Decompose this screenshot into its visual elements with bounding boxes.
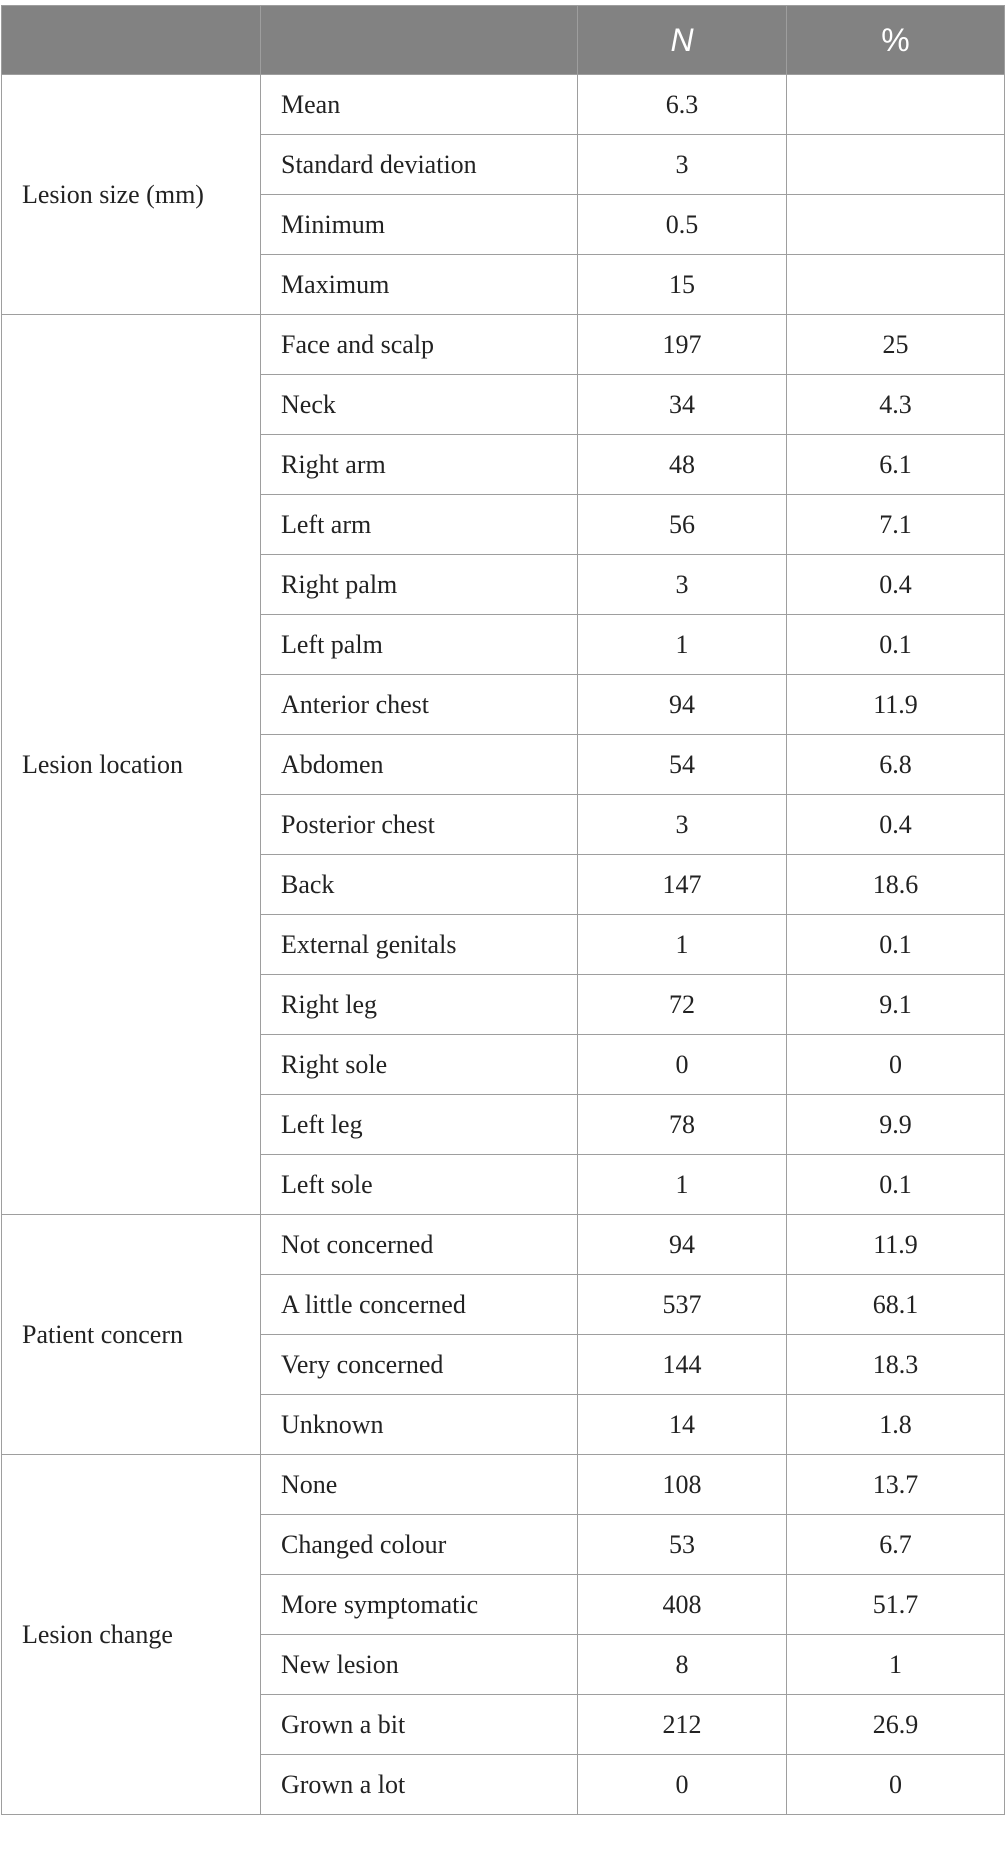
percent-value-cell: 6.7 (787, 1515, 1005, 1575)
n-value-cell: 48 (578, 435, 787, 495)
percent-value-cell: 0 (787, 1035, 1005, 1095)
table-row (2, 1455, 1005, 1515)
n-value-cell: 78 (578, 1095, 787, 1155)
percent-value-cell: 26.9 (787, 1695, 1005, 1755)
percent-value-cell: 0.1 (787, 615, 1005, 675)
item-label-cell: Unknown (261, 1395, 578, 1455)
n-value-cell: 54 (578, 735, 787, 795)
percent-value-cell: 7.1 (787, 495, 1005, 555)
item-label-cell: Left palm (261, 615, 578, 675)
item-label-cell: None (261, 1455, 578, 1515)
percent-value-cell: 6.8 (787, 735, 1005, 795)
item-label-cell: Mean (261, 75, 578, 135)
n-value-cell: 408 (578, 1575, 787, 1635)
n-value-cell: 197 (578, 315, 787, 375)
percent-value-cell: 1.8 (787, 1395, 1005, 1455)
percent-value-cell: 51.7 (787, 1575, 1005, 1635)
n-value-cell: 53 (578, 1515, 787, 1575)
item-label-cell: Right arm (261, 435, 578, 495)
item-label-cell: Left arm (261, 495, 578, 555)
table-row (2, 315, 1005, 375)
table-row (2, 1215, 1005, 1275)
percent-value-cell: 0.4 (787, 795, 1005, 855)
item-label-cell: Grown a bit (261, 1695, 578, 1755)
item-label-cell: Back (261, 855, 578, 915)
item-label-cell: Not concerned (261, 1215, 578, 1275)
percent-value-cell: 6.1 (787, 435, 1005, 495)
n-value-cell: 0 (578, 1035, 787, 1095)
item-label-cell: Neck (261, 375, 578, 435)
n-value-cell: 1 (578, 615, 787, 675)
percent-value-cell (787, 195, 1005, 255)
n-value-cell: 144 (578, 1335, 787, 1395)
item-label-cell: Posterior chest (261, 795, 578, 855)
header-percent-cell: % (787, 6, 1005, 75)
n-value-cell: 14 (578, 1395, 787, 1455)
group-label-cell: Patient concern (2, 1215, 261, 1455)
item-label-cell: Very concerned (261, 1335, 578, 1395)
n-value-cell: 0 (578, 1755, 787, 1815)
item-label-cell: Standard deviation (261, 135, 578, 195)
item-label-cell: Changed colour (261, 1515, 578, 1575)
group-label-cell: Lesion change (2, 1455, 261, 1815)
n-value-cell: 147 (578, 855, 787, 915)
percent-value-cell: 11.9 (787, 1215, 1005, 1275)
n-value-cell: 0.5 (578, 195, 787, 255)
percent-value-cell: 18.6 (787, 855, 1005, 915)
percent-value-cell: 9.9 (787, 1095, 1005, 1155)
n-value-cell: 1 (578, 1155, 787, 1215)
percent-value-cell: 0.1 (787, 915, 1005, 975)
percent-value-cell (787, 75, 1005, 135)
item-label-cell: External genitals (261, 915, 578, 975)
percent-value-cell (787, 135, 1005, 195)
header-group-cell (2, 6, 261, 75)
n-value-cell: 8 (578, 1635, 787, 1695)
data-table (1, 5, 1005, 1815)
n-value-cell: 3 (578, 555, 787, 615)
header-item-cell (261, 6, 578, 75)
item-label-cell: Grown a lot (261, 1755, 578, 1815)
item-label-cell: Left leg (261, 1095, 578, 1155)
percent-value-cell: 4.3 (787, 375, 1005, 435)
item-label-cell: Face and scalp (261, 315, 578, 375)
n-value-cell: 34 (578, 375, 787, 435)
percent-value-cell: 68.1 (787, 1275, 1005, 1335)
percent-value-cell: 0 (787, 1755, 1005, 1815)
n-value-cell: 56 (578, 495, 787, 555)
n-value-cell: 94 (578, 675, 787, 735)
n-value-cell: 6.3 (578, 75, 787, 135)
header-row (2, 6, 1005, 75)
item-label-cell: A little concerned (261, 1275, 578, 1335)
n-value-cell: 108 (578, 1455, 787, 1515)
percent-value-cell: 0.1 (787, 1155, 1005, 1215)
item-label-cell: Abdomen (261, 735, 578, 795)
percent-value-cell: 13.7 (787, 1455, 1005, 1515)
item-label-cell: Right leg (261, 975, 578, 1035)
n-value-cell: 3 (578, 135, 787, 195)
n-value-cell: 3 (578, 795, 787, 855)
percent-value-cell: 25 (787, 315, 1005, 375)
percent-value-cell: 1 (787, 1635, 1005, 1695)
n-value-cell: 94 (578, 1215, 787, 1275)
table-row (2, 75, 1005, 135)
percent-value-cell: 9.1 (787, 975, 1005, 1035)
group-label-cell: Lesion location (2, 315, 261, 1215)
item-label-cell: Right palm (261, 555, 578, 615)
item-label-cell: Minimum (261, 195, 578, 255)
header-n-cell: N (578, 6, 787, 75)
percent-value-cell: 0.4 (787, 555, 1005, 615)
n-value-cell: 15 (578, 255, 787, 315)
n-value-cell: 537 (578, 1275, 787, 1335)
table-body (2, 75, 1005, 1815)
item-label-cell: Maximum (261, 255, 578, 315)
group-label-cell: Lesion size (mm) (2, 75, 261, 315)
item-label-cell: Right sole (261, 1035, 578, 1095)
percent-value-cell: 18.3 (787, 1335, 1005, 1395)
item-label-cell: Left sole (261, 1155, 578, 1215)
table-header (2, 6, 1005, 75)
n-value-cell: 212 (578, 1695, 787, 1755)
item-label-cell: New lesion (261, 1635, 578, 1695)
item-label-cell: Anterior chest (261, 675, 578, 735)
percent-value-cell: 11.9 (787, 675, 1005, 735)
n-value-cell: 72 (578, 975, 787, 1035)
percent-value-cell (787, 255, 1005, 315)
n-value-cell: 1 (578, 915, 787, 975)
item-label-cell: More symptomatic (261, 1575, 578, 1635)
